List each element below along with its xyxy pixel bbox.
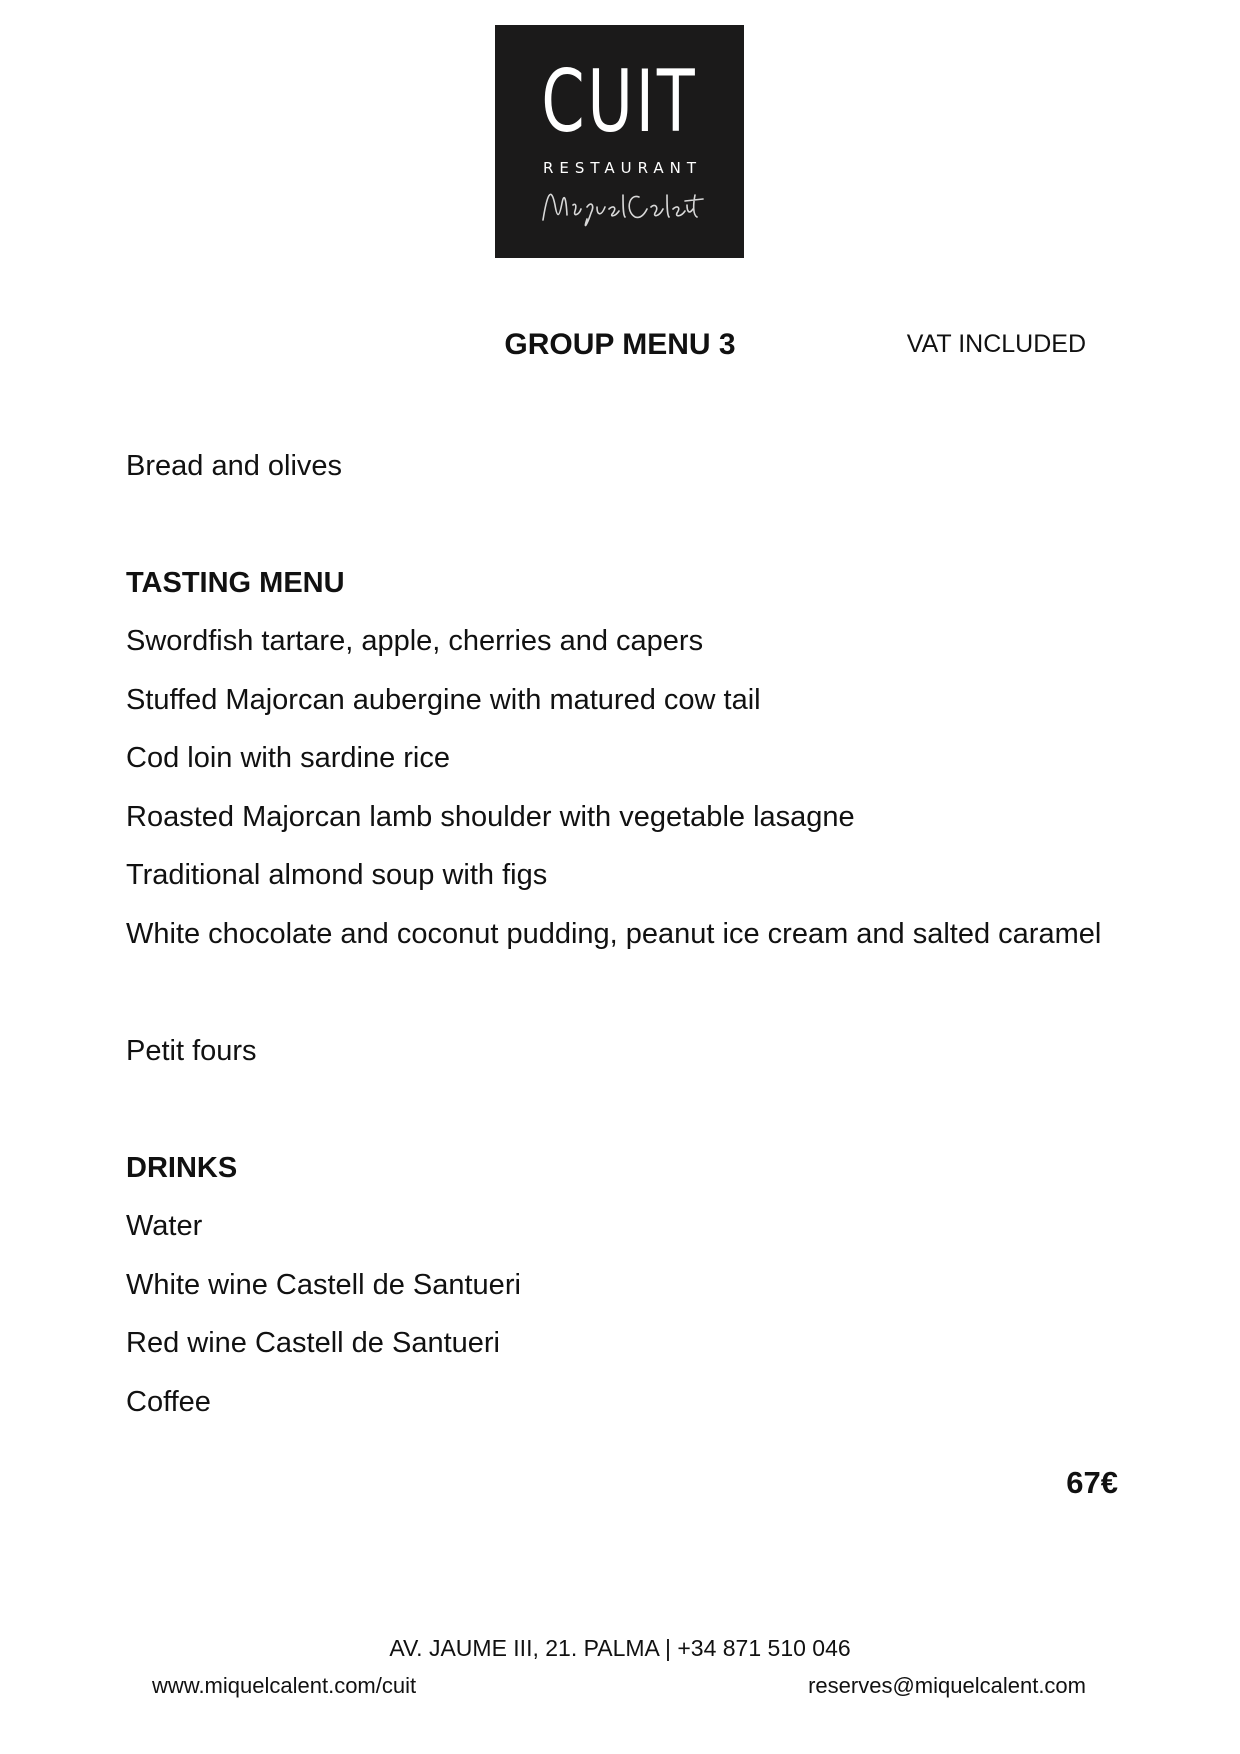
tasting-menu-heading: TASTING MENU — [126, 567, 345, 599]
tasting-menu-item: Roasted Majorcan lamb shoulder with vegetable lasagne — [126, 801, 855, 833]
menu-title: GROUP MENU 3 — [504, 328, 736, 361]
drink-item: White wine Castell de Santueri — [126, 1269, 521, 1301]
tasting-menu-item: White chocolate and coconut pudding, peanut ice cream and salted caramel — [126, 918, 1102, 950]
signature-icon — [535, 175, 705, 235]
vat-note: VAT INCLUDED — [906, 330, 1086, 358]
tasting-menu-item: Traditional almond soup with figs — [126, 859, 548, 891]
drink-item: Water — [126, 1210, 203, 1242]
tasting-menu-item: Swordfish tartare, apple, cherries and capers — [126, 625, 704, 657]
tasting-menu-item: Stuffed Majorcan aubergine with matured cow tail — [126, 684, 761, 716]
restaurant-logo — [495, 25, 744, 258]
drink-item: Coffee — [126, 1386, 211, 1418]
tasting-menu-item: Cod loin with sardine rice — [126, 742, 450, 774]
starter-item: Bread and olives — [126, 450, 343, 482]
logo-name: CUIT — [541, 52, 698, 152]
footer-email-link[interactable]: reserves@miquelcalent.com — [808, 1673, 1086, 1698]
menu-price: 67€ — [1066, 1465, 1118, 1500]
petit-fours-item: Petit fours — [126, 1035, 257, 1067]
logo-subtitle: RESTAURANT — [542, 159, 703, 177]
drink-item: Red wine Castell de Santueri — [126, 1327, 500, 1359]
footer-address: AV. JAUME III, 21. PALMA | +34 871 510 046 — [389, 1635, 851, 1661]
footer-website-link[interactable]: www.miquelcalent.com/cuit — [152, 1673, 417, 1698]
drinks-heading: DRINKS — [126, 1152, 238, 1184]
